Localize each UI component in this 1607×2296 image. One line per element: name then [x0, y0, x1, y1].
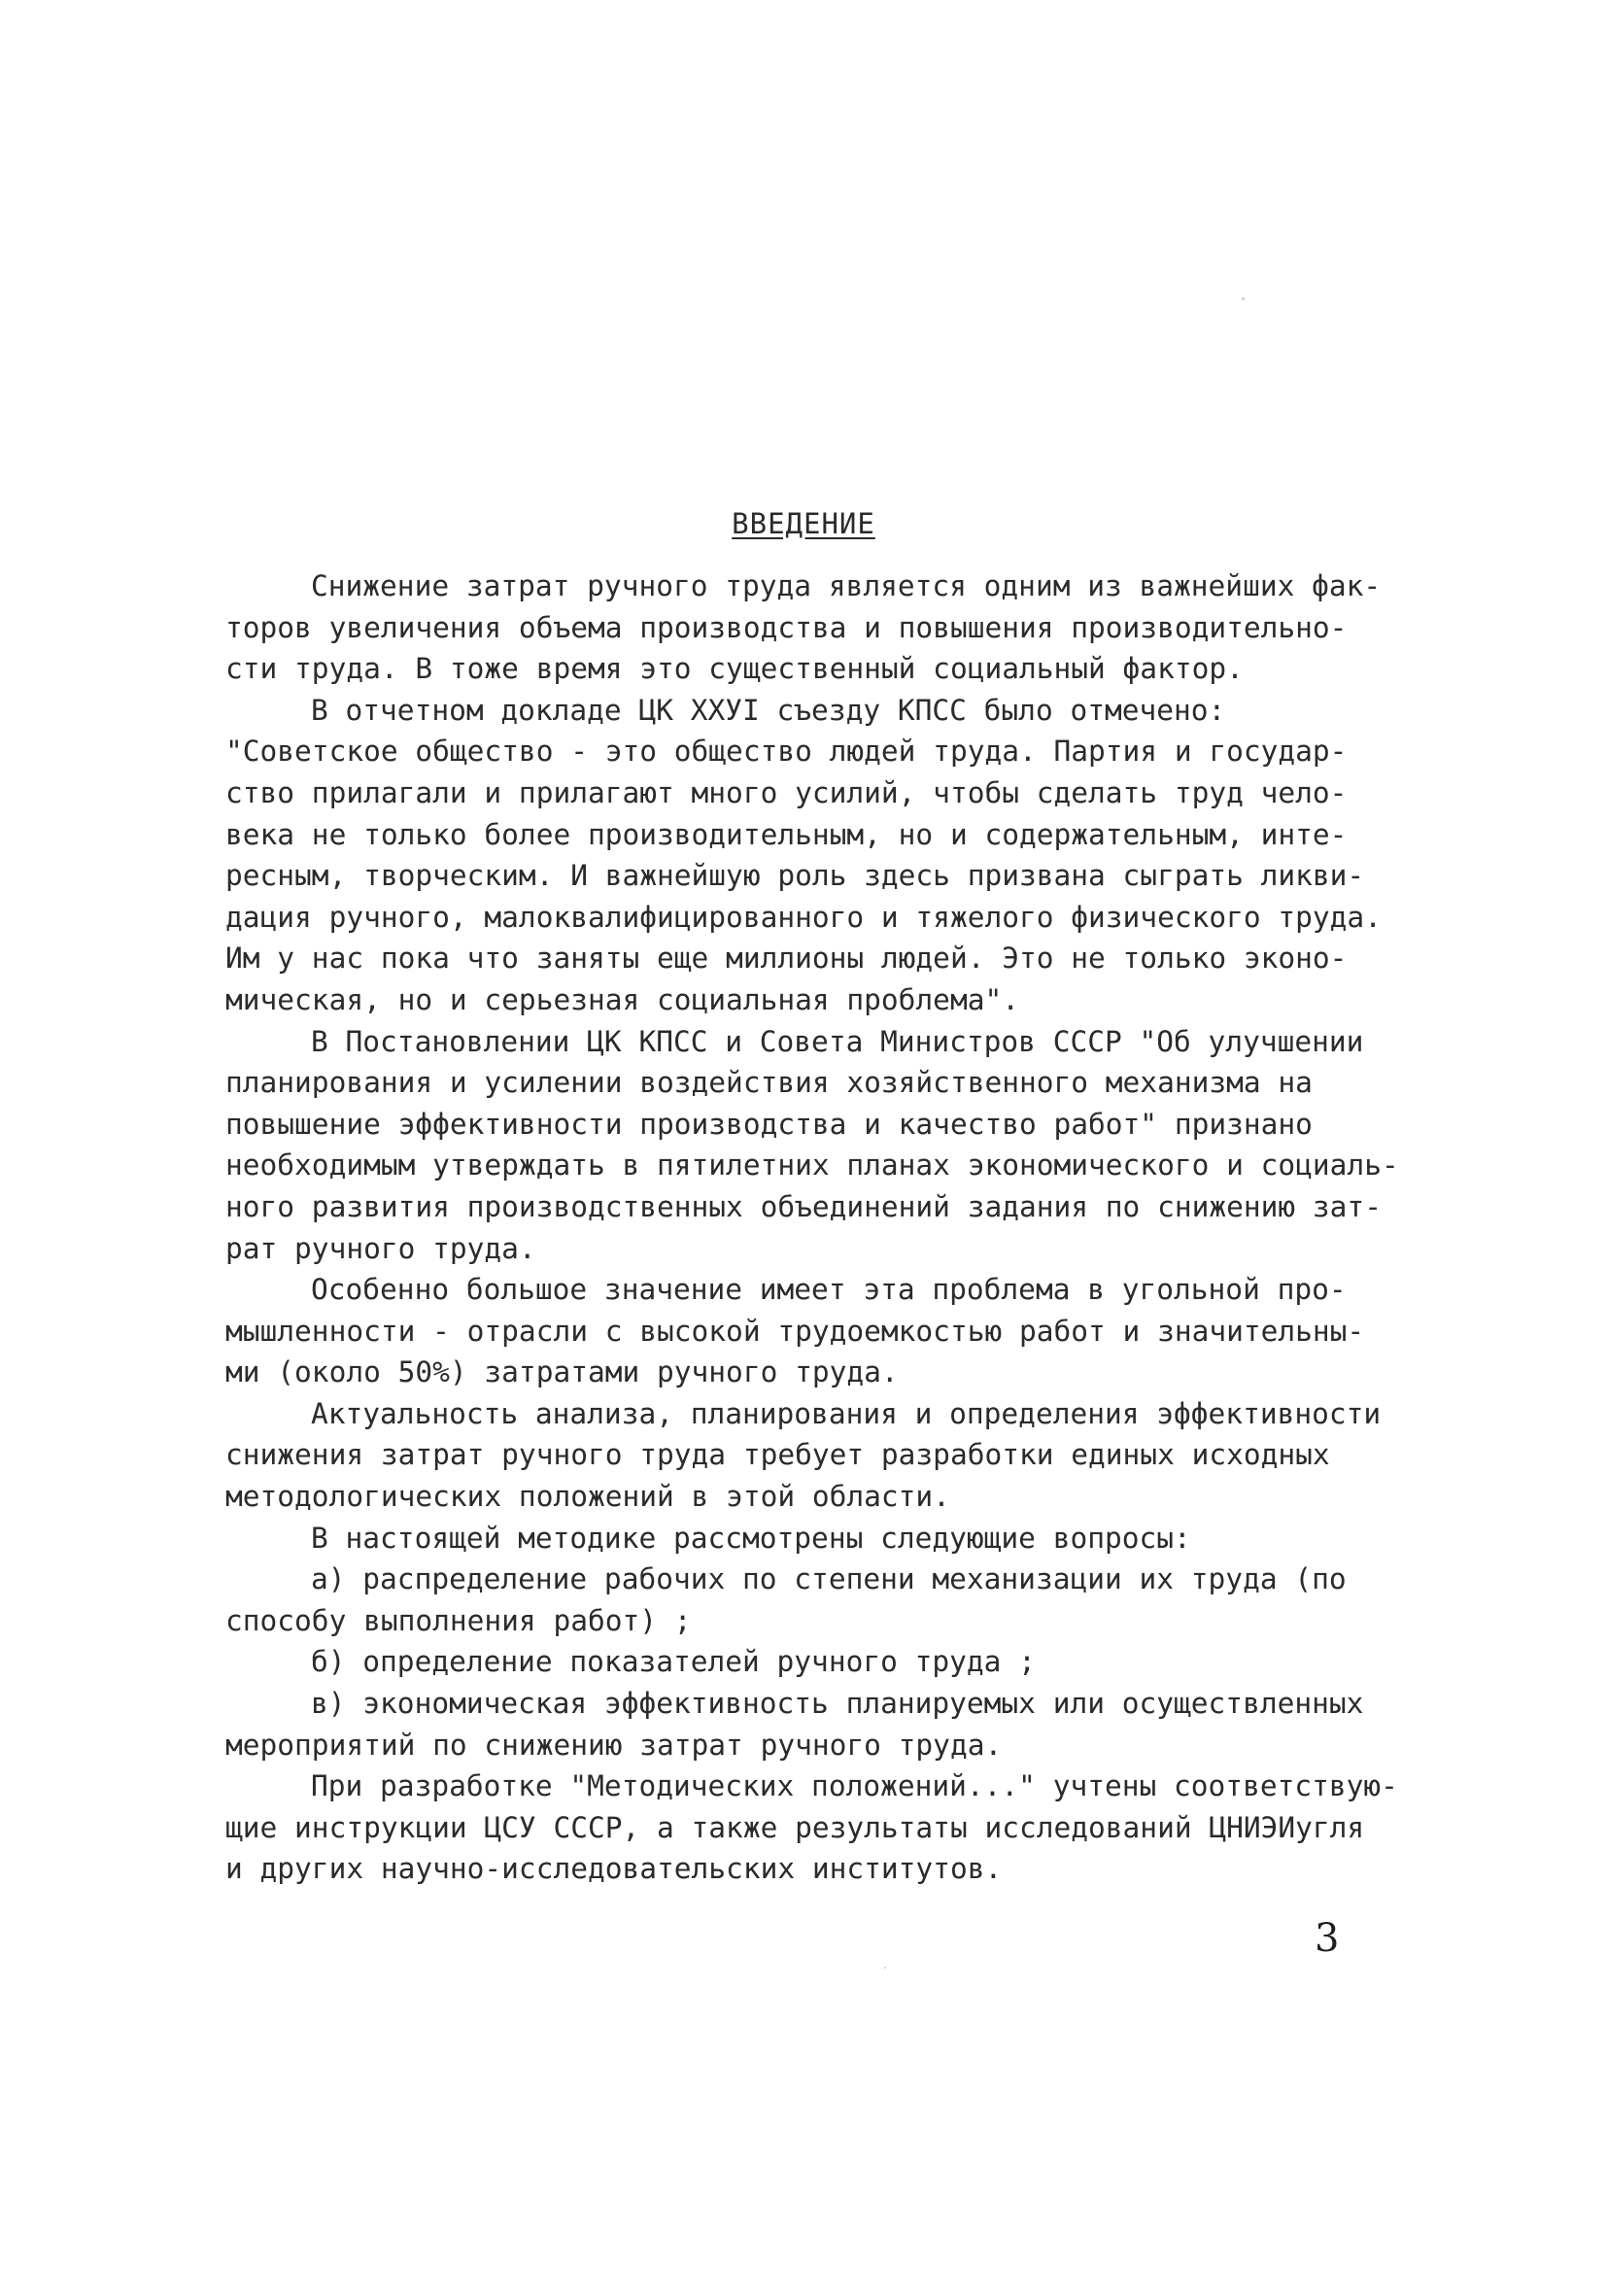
text-line: ство прилагали и прилагают много усилий, чтобы сделать труд чело-: [225, 775, 1348, 809]
text-line: ресным, творческим. И важнейшую роль здесь призвана сыграть ликви-: [225, 859, 1365, 893]
text-line: В отчетном докладе ЦК ХХУI съезду КПСС было отмечено:: [311, 693, 1226, 727]
text-line: Снижение затрат ручного труда является одним из важнейших фак-: [311, 569, 1382, 602]
page-number: 3: [1315, 1916, 1340, 1961]
text-line: При разработке "Методических положений..." учтены соответствую-: [311, 1769, 1398, 1803]
text-line: способу выполнения работ) ;: [225, 1603, 692, 1637]
text-line: мышленности - отрасли с высокой трудоемкостью работ и значительны-: [225, 1314, 1365, 1348]
text-line: б) определение показателей ручного труда ;: [311, 1645, 1036, 1679]
text-line: мероприятий по снижению затрат ручного труда.: [225, 1728, 1003, 1762]
text-line: "Советское общество - это общество людей труда. Партия и государ-: [225, 735, 1348, 769]
text-line: снижения затрат ручного труда требует разработки единых исходных: [225, 1438, 1330, 1472]
paper-speck: [1242, 297, 1245, 300]
text-line: мическая, но и серьезная социальная проблема".: [225, 982, 1019, 1016]
text-line: планирования и усилении воздействия хозяйственного механизма на: [225, 1066, 1313, 1100]
text-line: и других научно-исследовательских институтов.: [225, 1852, 1003, 1886]
text-line: В Постановлении ЦК КПСС и Совета Министров СССР "Об улучшении: [311, 1024, 1364, 1058]
text-line: Особенно большое значение имеет эта проблема в угольной про-: [311, 1273, 1347, 1307]
text-line: века не только более производительным, но и содержательным, инте-: [225, 817, 1348, 851]
text-line: В настоящей методике рассмотрены следующие вопросы:: [311, 1521, 1191, 1555]
text-line: ми (около 50%) затратами ручного труда.: [225, 1355, 899, 1389]
text-line: необходимым утверждать в пятилетних планах экономического и социаль-: [225, 1148, 1399, 1182]
text-line: сти труда. В тоже время это существенный социальный фактор.: [225, 652, 1244, 686]
text-line: а) распределение рабочих по степени механизации их труда (по: [311, 1562, 1347, 1596]
text-line: Актуальность анализа, планирования и определения эффективности: [311, 1396, 1382, 1430]
text-line: дация ручного, малоквалифицированного и тяжелого физического труда.: [225, 900, 1382, 934]
paper-speck: [884, 1967, 886, 1969]
body-text: [225, 565, 1399, 1890]
text-line: ного развития производственных объединений задания по снижению зат-: [225, 1189, 1382, 1223]
text-line: рат ручного труда.: [225, 1231, 536, 1265]
text-line: в) экономическая эффективность планируемых или осуществленных: [311, 1687, 1364, 1721]
page-heading: ВВЕДЕНИЕ: [732, 507, 875, 540]
text-line: щие инструкции ЦСУ СССР, а также результаты исследований ЦНИЭИугля: [225, 1810, 1365, 1844]
text-line: методологических положений в этой области.: [225, 1480, 950, 1514]
text-line: Им у нас пока что заняты еще миллионы людей. Это не только эконо-: [225, 942, 1348, 976]
text-line: повышение эффективности производства и качество работ" признано: [225, 1107, 1313, 1141]
text-line: торов увеличения объема производства и повышения производительно-: [225, 610, 1348, 644]
